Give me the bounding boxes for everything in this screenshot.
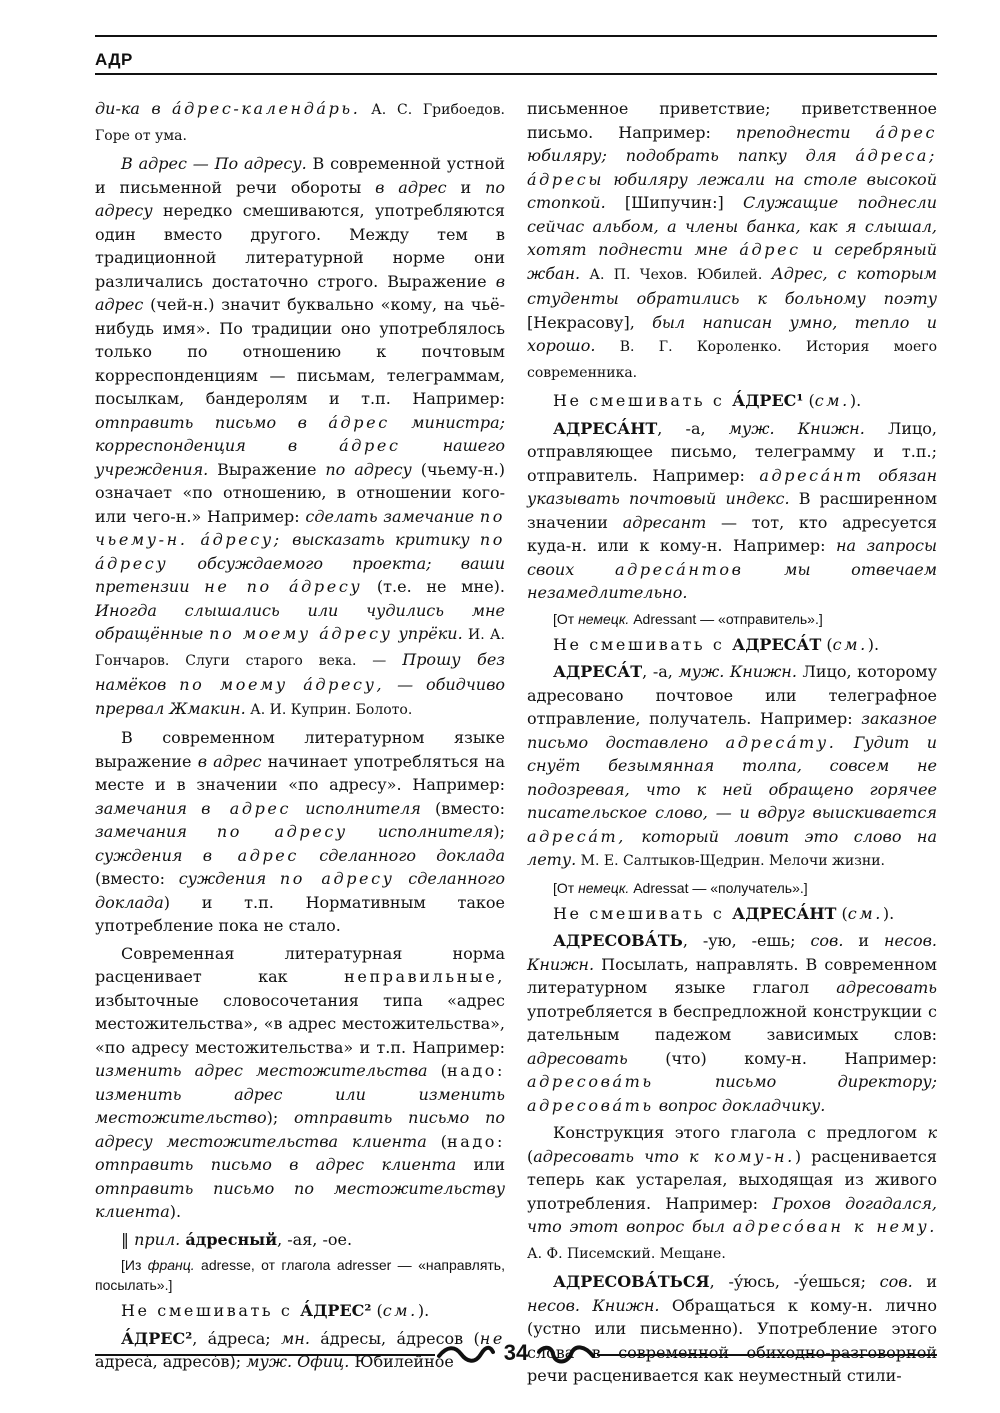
text-run: , -у́юсь, -у́ешься;	[709, 1272, 880, 1291]
text-run: В современной устной и письменной речи обороты	[95, 154, 505, 197]
text-run: не по а́дресу	[204, 577, 363, 596]
text-run: Служащие поднесли сейчас альбом, а члены банка, как я слышал, хотят поднести мне	[527, 193, 937, 259]
top-rule	[95, 35, 937, 37]
text-run: АДРЕСА́Т	[553, 662, 643, 681]
text-run: Adressant — «отправитель».]	[629, 610, 823, 627]
page-number: 34	[503, 1340, 529, 1365]
text-run: заказное письмо доставлено	[527, 709, 937, 752]
footer-rule-left	[95, 1354, 435, 1356]
text-run: на запросы своих	[527, 536, 937, 579]
text-run: Иногда слышались или чудились мне обращённые	[95, 600, 505, 643]
entry-paragraph	[527, 97, 937, 385]
text-run: по а́дресу	[95, 530, 506, 573]
text-run: употребляется в беспредложной конструкции с дательным падежом зависимых слов:	[527, 1001, 937, 1044]
text-run: адресова́ть	[527, 1072, 654, 1091]
text-run: (что) кому-н. Например:	[627, 1048, 937, 1068]
cross-reference	[95, 1299, 505, 1323]
text-run: адресовать	[836, 978, 937, 997]
text-run: изменить адрес местожительства	[95, 1061, 428, 1080]
text-run: АДРЕСОВА́ТЬСЯ	[553, 1272, 710, 1291]
text-run: Прошу без намёков	[95, 649, 506, 694]
text-run: по адресу	[325, 459, 412, 479]
text-run: был написан умно, тепло и хорошо.	[527, 312, 938, 355]
text-run: муж. Книжн.	[728, 418, 865, 438]
text-run: в адрес	[201, 798, 292, 818]
text-run: А́ДРЕС¹	[732, 391, 804, 410]
text-run: Гудит и снуёт безымянная толпа, совсем не подозревая, что к ней обращено горячее писательское слово, — и вдруг выискивается	[527, 732, 937, 822]
text-run: , -ую, -ешь;	[682, 931, 811, 950]
text-run: отправить письмо по местожительству клиента	[95, 1178, 505, 1221]
text-run: А. И. Куприн. Болото.	[245, 701, 413, 718]
text-run: несов. Книжн.	[527, 1295, 660, 1315]
text-run: ).	[169, 1202, 182, 1221]
derived-form	[95, 1228, 505, 1252]
cross-reference	[527, 633, 937, 657]
text-run: И. А. Гончаров. Слуги старого века. —	[95, 627, 505, 669]
text-run: а́дресы	[527, 169, 604, 189]
running-head: АДР	[95, 50, 133, 69]
text-run: по моему а́дресу	[209, 624, 393, 643]
text-run: министра; корреспонденция в	[95, 412, 505, 455]
text-run: Не смешивать с	[553, 391, 733, 410]
text-run: (вместо:	[95, 869, 179, 888]
text-run: муж. Офиц.	[246, 1352, 350, 1371]
entry-paragraph	[95, 152, 505, 722]
text-run: (	[371, 1301, 383, 1320]
text-run: а́дрес	[739, 240, 801, 259]
text-run: а́дрес	[875, 122, 938, 142]
text-run: сделанного доклада	[298, 845, 506, 865]
text-run: [Некрасову],	[527, 312, 653, 332]
text-run: ).	[867, 634, 880, 654]
text-run: суждения	[178, 869, 280, 888]
text-run: по чьему-н. а́дресу;	[95, 506, 506, 549]
text-run: см.	[832, 634, 868, 654]
text-run: начинает употребляться на месте и в значении «по адресу». Например:	[95, 751, 506, 794]
text-run: );	[266, 1108, 294, 1127]
text-run: мы отвечаем незамедлительно.	[527, 559, 937, 602]
text-run: (	[836, 903, 848, 923]
text-run: обязан указывать почтовый индекс.	[527, 465, 937, 508]
entry-paragraph	[95, 726, 505, 938]
text-run: Современная литературная норма расценивает как	[95, 943, 505, 986]
text-run: а́дрес	[339, 436, 401, 455]
text-run: — обидчиво прервал Жмакин.	[95, 675, 506, 718]
text-run: А. П. Чехов. Юбилей.	[580, 266, 772, 283]
text-run: франц.	[147, 1257, 195, 1273]
text-run: сделанного доклада	[95, 869, 506, 912]
text-run: , -а,	[642, 662, 679, 681]
text-run: в адрес	[202, 845, 299, 865]
text-run: Лицо, отправляющее письмо, телеграмму и т.п.; отправитель. Например:	[527, 418, 937, 485]
text-run: адреса́нт	[759, 465, 864, 485]
right-column	[527, 97, 937, 1392]
text-run: исполнителя	[347, 822, 494, 841]
text-run: или	[456, 1155, 506, 1174]
entry-paragraph	[95, 942, 505, 1224]
text-run: муж. Книжн.	[678, 662, 797, 681]
text-run: );	[493, 822, 505, 841]
text-run: отправить письмо в	[95, 412, 329, 432]
text-run: см.	[382, 1301, 418, 1320]
text-run: , -а,	[657, 418, 729, 438]
text-run: АДРЕСА́НТ	[732, 903, 837, 923]
page-footer	[95, 1340, 937, 1370]
etymology	[95, 1255, 505, 1295]
text-run: и	[912, 1272, 938, 1291]
text-run: обсуждаемого проекта; ваши претензии	[95, 553, 505, 596]
text-run: А. Ф. Писемский. Мещане.	[527, 1245, 726, 1262]
text-run: АДРЕСА́Т	[732, 634, 822, 654]
text-run: (	[803, 391, 815, 410]
text-run: , а́дреса;	[192, 1328, 282, 1348]
text-run: к	[927, 1123, 937, 1142]
text-run: сов.	[879, 1272, 913, 1291]
text-run: адресовать	[527, 1048, 628, 1068]
text-run: (	[426, 1131, 447, 1151]
cross-reference	[527, 902, 937, 926]
ornament-right-icon	[537, 1342, 597, 1366]
text-run: , -ая, -ое.	[277, 1229, 353, 1249]
text-run: Не смешивать с	[121, 1301, 301, 1320]
footer-rule-right	[597, 1354, 937, 1356]
text-run: Выражение	[208, 459, 326, 479]
text-run: по адресу	[279, 869, 395, 888]
text-run: ) и т.п. Нормативным такое употребление пока не стало.	[95, 892, 505, 935]
text-run: и серебряный жбан.	[527, 240, 937, 283]
text-run: [От	[553, 879, 579, 896]
text-run: А́ДРЕС²	[121, 1328, 193, 1348]
text-run: нашего учреждения.	[95, 436, 505, 479]
text-run: (чьему-н.) означает «по отношению, в отношении кого- или чего-н.» Например:	[95, 459, 505, 526]
cross-reference	[527, 389, 937, 413]
text-run: избыточные словосочетания типа «адрес местожительства», «в адрес местожительства», «по адресу местожительства» и т.п. Например:	[95, 990, 505, 1057]
text-run: Посылать, направлять. В современном литературном языке глагол	[527, 954, 937, 997]
text-run: адреса́нтов	[614, 559, 744, 579]
entry-paragraph	[95, 97, 505, 148]
text-run: а́дресный	[185, 1229, 278, 1249]
text-run: (т.е. не мне).	[362, 577, 506, 596]
text-run: adresse, от глагола adresser — «направлять, посылать».]	[95, 1257, 505, 1293]
text-run: М. Е. Салтыков-Щедрин. Мелочи жизни.	[576, 853, 885, 869]
text-run: АДРЕСОВА́ТЬ	[553, 931, 683, 950]
text-run: отправить письмо в адрес клиента	[95, 1155, 457, 1174]
text-run: В современном литературном языке выражение	[95, 728, 505, 771]
text-run: Не смешивать с	[553, 634, 733, 654]
text-run: ‖	[121, 1229, 135, 1249]
text-run: ) расценивается теперь как устарелая, выходящая из живого употребления. Например:	[527, 1146, 937, 1213]
headword-entry	[527, 929, 937, 1117]
text-run: сделать замечание	[305, 506, 480, 526]
text-run: (	[527, 1146, 534, 1166]
text-run: А́ДРЕС²	[300, 1301, 372, 1320]
text-run: замечания	[95, 798, 202, 818]
text-run: см.	[814, 391, 850, 410]
text-run: к кому-н.	[689, 1146, 795, 1166]
text-run: Юбилейное	[349, 1352, 454, 1371]
text-run: который ловит это слово на лету.	[527, 826, 937, 869]
text-run: ди-ка в	[95, 99, 173, 118]
text-run: немецк.	[578, 879, 630, 896]
etymology	[527, 609, 937, 629]
text-run: адреса́ту.	[725, 732, 837, 752]
headword-entry	[527, 660, 937, 874]
text-run: сов.	[810, 931, 844, 950]
text-run: ).	[882, 903, 895, 923]
text-run: [Шипучин:]	[605, 193, 743, 212]
text-run: адреса́т,	[527, 826, 626, 846]
text-run: Адрес, с которым студенты обратились к больному поэту	[527, 263, 937, 308]
text-run: вопрос докладчику.	[653, 1095, 826, 1115]
text-run: отправить письмо по адресу местожительства клиента	[95, 1108, 506, 1151]
text-run: прил.	[134, 1229, 181, 1249]
text-run: ).	[417, 1301, 430, 1320]
text-run: а́дреса;	[855, 146, 937, 165]
text-run: В адрес — По адресу.	[121, 154, 307, 173]
text-run: упрёки.	[392, 624, 463, 643]
text-run: надо:	[446, 1061, 506, 1080]
text-run: (	[821, 634, 833, 654]
text-run: и	[843, 931, 884, 950]
text-run: мн.	[281, 1328, 310, 1348]
text-run: в адрес	[95, 271, 505, 314]
text-run: неправильные,	[344, 967, 505, 986]
text-run: — тот, кто адресуется куда-н. или к кому-н. Например:	[527, 512, 937, 555]
text-run: не	[479, 1328, 505, 1348]
text-run: Adressat — «получатель».]	[629, 879, 808, 896]
text-run: Лицо, которому адресовано почтовое или телеграфное отправление, получатель. Например:	[527, 662, 938, 728]
text-run: письменное приветствие; приветственное письмо. Например:	[527, 99, 937, 142]
text-run: по адресу	[95, 177, 506, 220]
text-run: надо:	[446, 1131, 506, 1151]
text-run: адресова́ть	[527, 1095, 654, 1115]
text-run: В расширенном значении	[527, 489, 938, 532]
text-run: Конструкция этого глагола с предлогом	[553, 1123, 928, 1142]
text-run: исполнителя	[291, 798, 421, 818]
text-run: [От	[553, 610, 579, 627]
text-run: Грохов догадался, что этот вопрос был	[527, 1193, 938, 1236]
text-run: (чей-н.) значит буквально «кому, на чьё-нибудь имя». По традиции оно употреблялось только по отношению к почтовым корреспонденциям — письмам, телеграммам, посылкам, бандеролям и т.п. Например:	[95, 295, 505, 408]
text-run: изменить адрес или изменить местожительство	[95, 1084, 505, 1127]
text-run: Не смешивать с	[553, 903, 733, 923]
text-run: (	[427, 1061, 447, 1080]
text-run: (вместо:	[420, 798, 505, 818]
etymology	[527, 878, 937, 898]
text-run: Обращаться к кому-н. лично (устно или письменно). Употребление этого слова в современной обиходно-разговорной речи расценивается как неуместный стили-	[527, 1295, 937, 1385]
text-run: а́дресы, а́дресов (	[309, 1328, 480, 1348]
text-run: письмо директору;	[653, 1072, 937, 1091]
ornament-left-icon	[435, 1342, 495, 1366]
text-run: адреса́, адресо́в);	[95, 1352, 247, 1371]
text-run: адресовать что	[533, 1146, 689, 1166]
text-run: см.	[847, 903, 883, 923]
text-run: преподнести	[736, 122, 876, 142]
text-run: и	[446, 177, 486, 197]
text-run: адресо́ван к нему.	[732, 1217, 937, 1236]
text-run: нередко смешиваются, употребляются один вместо другого. Между тем в традиционной литературной норме они различались достаточно строго. Выражение	[95, 201, 505, 291]
left-column	[95, 97, 505, 1378]
text-run: а́дрес-календа́рь.	[172, 99, 361, 118]
text-run: замечания	[95, 822, 217, 841]
text-run: А. С. Грибоедов. Горе от ума.	[95, 102, 505, 144]
entry-paragraph	[527, 1121, 937, 1266]
headword-entry	[527, 417, 937, 605]
text-run: суждения	[95, 845, 203, 865]
text-run: АДРЕСА́НТ	[553, 418, 658, 438]
text-run: юбиляру лежали на столе высокой стопкой.	[527, 169, 937, 212]
text-run: юбиляру; подобрать папку для	[527, 146, 856, 165]
text-run: в адрес	[197, 751, 262, 771]
text-run: высказать критику	[281, 530, 480, 549]
text-run: по моему а́дресу,	[179, 675, 385, 694]
header-rule	[95, 73, 937, 75]
text-run: несов. Книжн.	[527, 931, 937, 974]
text-run: [Из	[121, 1257, 148, 1273]
text-run: по адресу	[216, 822, 348, 841]
text-run: немецк.	[578, 610, 630, 627]
text-run: в адрес	[375, 177, 447, 197]
text-run: В. Г. Короленко. История моего современника.	[527, 339, 937, 381]
text-run: ).	[849, 391, 862, 410]
text-run: адресант	[622, 512, 707, 532]
text-run: а́дрес	[328, 412, 390, 432]
